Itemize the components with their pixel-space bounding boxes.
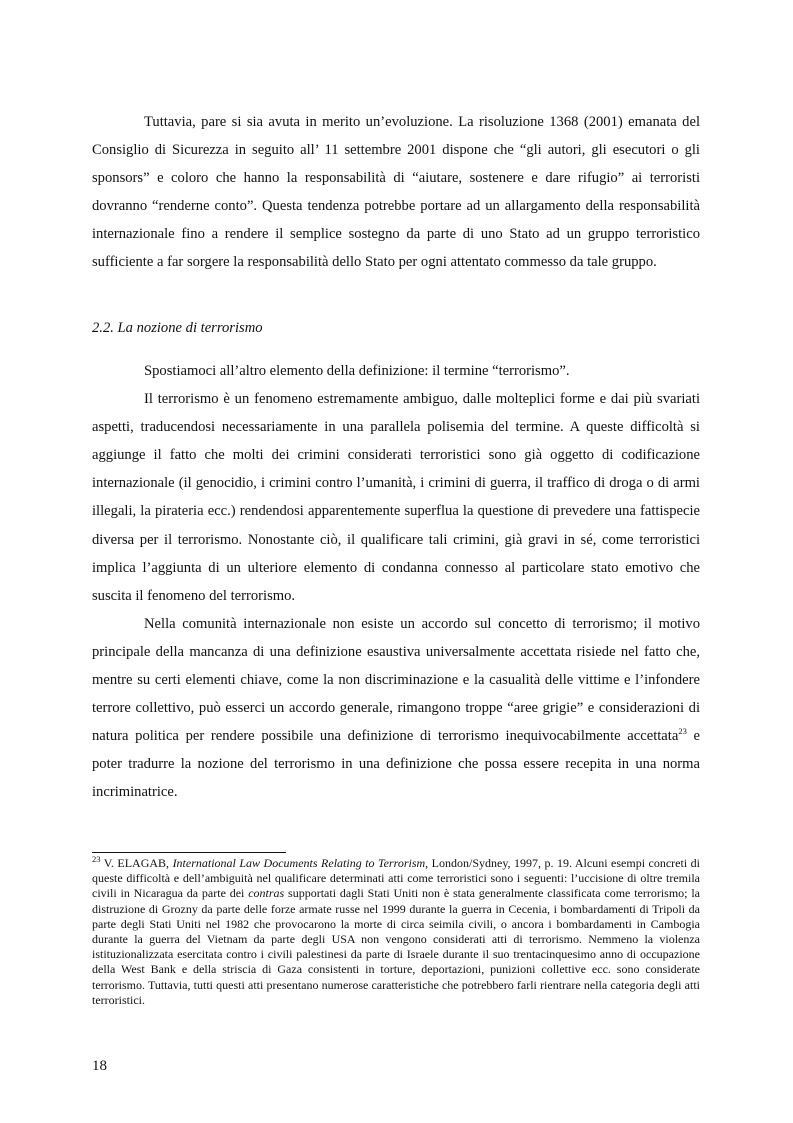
footnote-contras: contras [248, 886, 285, 901]
paragraph-spostiamoci: Spostiamoci all’altro elemento della definizione: il termine “terrorismo”. [144, 363, 570, 379]
footnote-number: 23 [92, 854, 101, 864]
paragraph-text: Nella comunità internazionale non esiste un accordo sul concetto di terrorismo; il motivo principale della mancanza di una definizione esaustiva universalmente accettata risiede nel fatto che, mentre su certi elementi chiave, come la non discriminazione e la casualità delle vittime e l’infondere terrore collettivo, può esserci un accordo generale, rimangono troppe “aree grigie” e considerazioni di natura politica per rendere possibile una definizione di terrorismo inequivocabilmente accettata [92, 615, 700, 745]
footnote-text-rest: supportati dagli Stati Uniti non è stata generalmente classificata come terrorismo; la distruzione di Grozny da parte delle forze armate russe nel 1999 durante la guerra in Cecenia, i bombardamenti di Tripoli da parte degli Stati Uniti nel 1982 che provocarono la morte di circa seimila civili, o ancora i bombardamenti in Cambogia durante la guerra del Vietnam da parte degli USA non vengono considerati atti di terrorismo. Nemmeno la violenza istituzionalizzata esercitata contro i civili palestinesi da parte di Israele durante il suo trentacinquesimo anno di occupazione della West Bank e della striscia di Gaza consistenti in torture, deportazioni, punizioni collettive ecc. sono considerate terrorismo. Tuttavia, tutti questi atti presentano numerose caratteristiche che potrebbero farli rientrare nella categoria degli atti terroristici. [92, 886, 700, 1007]
footnote-text: London/Sydney, 1997, p. 19. Alcuni esempi concreti di queste difficoltà e dell’ambiguità nel qualificare determinati atti come terroristici sono i seguenti: l’uccisione di oltre tremila civili in Nicaragua da parte dei [92, 856, 700, 901]
section-heading: 2.2. La nozione di terrorismo [92, 320, 263, 336]
footnote-lead: V. ELAGAB, [100, 856, 173, 870]
section-body [92, 357, 700, 807]
page-number: 18 [92, 1058, 107, 1074]
paragraph-il-terrorismo: Il terrorismo è un fenomeno estremamente ambiguo, dalle molteplici forme e dai più svariati aspetti, traducendosi necessariamente in una parallela polisemia del termine. A queste difficoltà si aggiunge il fatto che molti dei crimini considerati terroristici sono già oggetto di codificazione internazionale (il genocidio, i crimini contro l’umanità, i crimini di guerra, il traffico di droga o di armi illegali, la pirateria ecc.) rendendosi apparentemente superflua la questione di prevedere una fattispecie diversa per il terrorismo. Nonostante ciò, il qualificare tali crimini, già gravi in sé, come terroristici implica l’aggiunta di un ulteriore elemento di condanna connesso al particolare stato emotivo che suscita il fenomeno del terrorismo. [92, 391, 700, 604]
footnote-divider [92, 852, 286, 853]
intro-paragraph-block [92, 108, 700, 277]
footnote-book-title: International Law Documents Relating to Terrorism, [172, 856, 429, 870]
footnote-reference[interactable]: 23 [678, 726, 687, 737]
paragraph-tuttavia: Tuttavia, pare si sia avuta in merito un’evoluzione. La risoluzione 1368 (2001) emanata del Consiglio di Sicurezza in seguito all’ 11 settembre 2001 dispone che “gli autori, gli esecutori o gli sponsors” e coloro che hanno la responsabilità di “aiutare, sostenere e dare rifugio” ai terroristi dovranno “renderne conto”. Questa tendenza potrebbe portare ad un allargamento della responsabilità internazionale fino a rendere il semplice sostegno da parte di uno Stato ad un gruppo terroristico sufficiente a far sorgere la responsabilità dello Stato per ogni attentato commesso da tale gruppo. [92, 114, 700, 271]
footnote [92, 856, 700, 1008]
section-heading-block [92, 318, 700, 338]
paragraph-comunita-internazionale [92, 610, 700, 807]
paragraph-text-continued: e poter tradurre la nozione del terrorismo in una definizione che possa essere recepita in una norma incriminatrice. [92, 728, 700, 801]
